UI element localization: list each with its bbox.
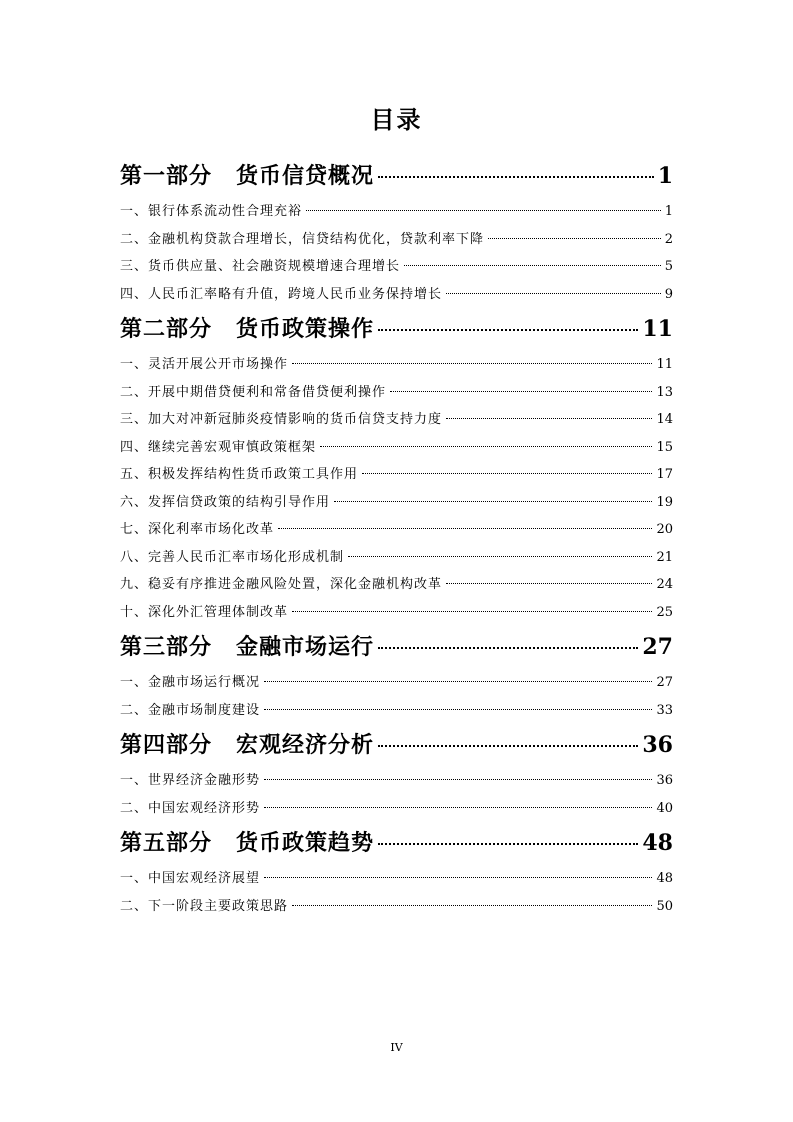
toc-part-label xyxy=(120,822,374,865)
dot-leader xyxy=(292,363,652,364)
dot-leader xyxy=(378,745,638,747)
dot-leader xyxy=(378,176,654,178)
toc-page-number: 13 xyxy=(656,384,673,400)
toc-part-label xyxy=(120,626,374,669)
toc-section-label: 一、世界经济金融形势 xyxy=(120,773,261,788)
toc-section-label: 五、积极发挥结构性货币政策工具作用 xyxy=(120,467,359,482)
toc-page-number: 2 xyxy=(664,231,673,247)
toc-section-entry[interactable] xyxy=(120,669,673,697)
toc-section-label: 二、金融市场制度建设 xyxy=(120,702,261,718)
toc-section-entry[interactable] xyxy=(120,544,673,572)
toc-section-entry[interactable] xyxy=(120,795,673,823)
toc-part-number: 第五部分 xyxy=(120,830,213,856)
toc-part-name: 货币信贷概况 xyxy=(236,163,375,189)
toc-section-entry[interactable] xyxy=(120,767,673,795)
toc-section-entry[interactable] xyxy=(120,893,673,921)
dot-leader xyxy=(320,446,652,447)
toc-section-entry[interactable] xyxy=(120,253,673,281)
toc-section-entry[interactable] xyxy=(120,281,673,309)
dot-leader xyxy=(488,238,661,239)
toc-section-label: 八、完善人民币汇率市场化形成机制 xyxy=(120,549,345,565)
toc-section-label: 一、灵活开展公开市场操作 xyxy=(120,357,289,372)
toc-part-number: 第二部分 xyxy=(120,316,213,342)
dot-leader xyxy=(446,583,652,584)
toc-page-number: 48 xyxy=(656,871,673,886)
toc-part-label xyxy=(120,724,374,767)
toc-part-entry[interactable] xyxy=(120,308,673,351)
toc-section-entry[interactable] xyxy=(120,599,673,627)
dot-leader xyxy=(264,779,652,780)
toc-section-label: 十、深化外汇管理体制改革 xyxy=(120,604,289,620)
toc-section-entry[interactable] xyxy=(120,226,673,254)
toc-section-label: 三、加大对冲新冠肺炎疫情影响的货币信贷支持力度 xyxy=(120,412,443,427)
toc-part-name: 宏观经济分析 xyxy=(236,732,375,758)
toc-section-entry[interactable] xyxy=(120,379,673,407)
toc-page-number: 15 xyxy=(656,439,673,455)
toc-page-number: 21 xyxy=(656,549,673,565)
dot-leader xyxy=(390,391,652,392)
toc-section-label: 四、继续完善宏观审慎政策框架 xyxy=(120,439,317,455)
dot-leader xyxy=(378,329,638,331)
dot-leader xyxy=(378,647,638,649)
toc-page-number: 36 xyxy=(642,732,673,758)
toc-section-entry[interactable] xyxy=(120,351,673,379)
toc-section-label: 九、稳妥有序推进金融风险处置，深化金融机构改革 xyxy=(120,577,443,592)
dot-leader xyxy=(306,210,661,211)
dot-leader xyxy=(264,709,652,710)
toc-title: 目录 xyxy=(370,105,423,134)
toc-part-name: 货币政策操作 xyxy=(236,316,375,342)
toc-part-entry[interactable] xyxy=(120,724,673,767)
toc-part-number: 第一部分 xyxy=(120,163,213,189)
dot-leader xyxy=(278,528,652,529)
toc-page-number: 5 xyxy=(664,259,673,274)
toc-page-number: 33 xyxy=(656,702,673,718)
toc-page-number: 11 xyxy=(642,316,673,342)
toc-page-number: 19 xyxy=(656,494,673,510)
toc-part-entry[interactable] xyxy=(120,822,673,865)
dot-leader xyxy=(362,473,652,474)
toc-section-label: 三、货币供应量、社会融资规模增速合理增长 xyxy=(120,259,401,274)
toc-page-number: 50 xyxy=(656,898,673,914)
toc-section-entry[interactable] xyxy=(120,461,673,489)
dot-leader xyxy=(334,501,652,502)
toc-page-number: 24 xyxy=(656,577,673,592)
toc-section-label: 二、下一阶段主要政策思路 xyxy=(120,898,289,914)
toc-page-number: 20 xyxy=(656,522,673,537)
dot-leader xyxy=(264,877,652,878)
toc-page-number: 1 xyxy=(657,163,673,189)
toc-page-number: 14 xyxy=(656,412,673,427)
toc-section-label: 一、银行体系流动性合理充裕 xyxy=(120,204,303,219)
dot-leader xyxy=(348,556,652,557)
toc-section-entry[interactable] xyxy=(120,406,673,434)
dot-leader xyxy=(378,843,638,845)
toc-section-entry[interactable] xyxy=(120,571,673,599)
toc-section-entry[interactable] xyxy=(120,516,673,544)
dot-leader xyxy=(292,905,652,906)
toc-part-entry[interactable] xyxy=(120,155,673,198)
toc-page-number: 25 xyxy=(656,604,673,620)
toc-section-entry[interactable] xyxy=(120,489,673,517)
toc-part-entry[interactable] xyxy=(120,626,673,669)
dot-leader xyxy=(446,418,652,419)
toc-page-number: 11 xyxy=(656,357,673,372)
toc-section-entry[interactable] xyxy=(120,697,673,725)
dot-leader xyxy=(404,265,661,266)
toc-part-name: 金融市场运行 xyxy=(236,634,375,660)
dot-leader xyxy=(264,681,652,682)
toc-page-number: 27 xyxy=(656,675,673,690)
toc-page-number: 40 xyxy=(656,800,673,816)
toc-part-label xyxy=(120,308,374,351)
toc-section-label: 六、发挥信贷政策的结构引导作用 xyxy=(120,494,331,510)
toc-page-number: 48 xyxy=(642,830,673,856)
toc-section-entry[interactable] xyxy=(120,434,673,462)
toc-part-label xyxy=(120,155,374,198)
toc-part-name: 货币政策趋势 xyxy=(236,830,375,856)
toc-section-entry[interactable] xyxy=(120,198,673,226)
page-number: IV xyxy=(390,1041,403,1054)
toc-section-label: 二、金融机构贷款合理增长，信贷结构优化，贷款利率下降 xyxy=(120,231,485,247)
toc-part-number: 第四部分 xyxy=(120,732,213,758)
toc-section-label: 一、金融市场运行概况 xyxy=(120,675,261,690)
toc-page-number: 1 xyxy=(664,204,673,219)
toc-section-entry[interactable] xyxy=(120,865,673,893)
toc-section-label: 四、人民币汇率略有升值，跨境人民币业务保持增长 xyxy=(120,286,443,302)
toc-section-label: 七、深化利率市场化改革 xyxy=(120,522,275,537)
table-of-contents xyxy=(120,155,673,920)
dot-leader xyxy=(292,611,652,612)
toc-page-number: 36 xyxy=(656,773,673,788)
toc-page-number: 9 xyxy=(664,286,673,302)
toc-page-number: 27 xyxy=(642,634,673,660)
dot-leader xyxy=(446,293,661,294)
dot-leader xyxy=(264,807,652,808)
toc-page-number: 17 xyxy=(656,467,673,482)
toc-section-label: 二、中国宏观经济形势 xyxy=(120,800,261,816)
toc-section-label: 二、开展中期借贷便利和常备借贷便利操作 xyxy=(120,384,387,400)
toc-section-label: 一、中国宏观经济展望 xyxy=(120,871,261,886)
toc-part-number: 第三部分 xyxy=(120,634,213,660)
